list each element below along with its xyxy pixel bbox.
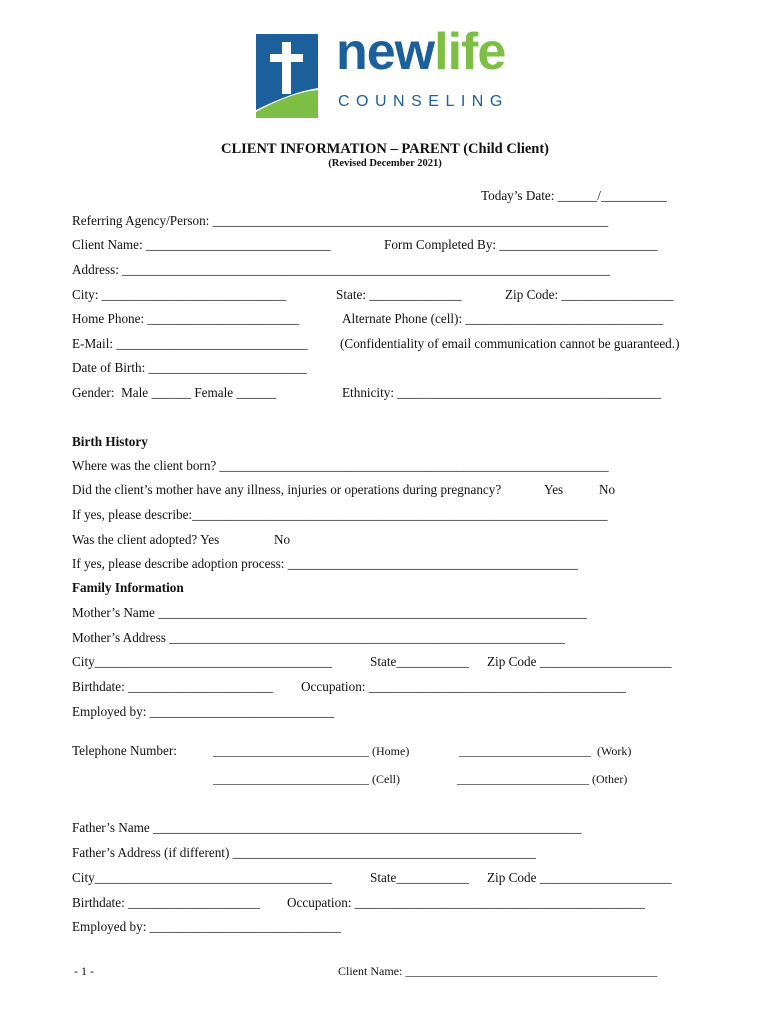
address-field[interactable]: Address: __________________________________________________________________________	[72, 262, 611, 277]
brand-subtitle: COUNSELING	[338, 93, 509, 110]
fathers-address-field[interactable]: Father’s Address (if different) ______________________________________________	[72, 845, 536, 860]
gender-field[interactable]: Gender: Male ______ Female ______	[72, 385, 276, 400]
mother-zip-field[interactable]: Zip Code ____________________	[487, 654, 672, 669]
fathers-name-field[interactable]: Father’s Name _________________________________________________________________	[72, 820, 582, 835]
father-city-field[interactable]: City____________________________________	[72, 870, 333, 885]
father-zip-field[interactable]: Zip Code ____________________	[487, 870, 672, 885]
zip-field[interactable]: Zip Code: _________________	[505, 287, 674, 302]
tel-other-field[interactable]: ______________________ (Other)	[457, 772, 628, 786]
cross-icon	[252, 30, 322, 122]
alternate-phone-field[interactable]: Alternate Phone (cell): ______________________________	[342, 311, 664, 326]
mother-state-field[interactable]: State___________	[370, 654, 469, 669]
footer-client-name-field[interactable]: Client Name: __________________________________________	[338, 964, 658, 978]
illness-describe-field[interactable]: If yes, please describe:_______________________________________________________________	[72, 507, 608, 522]
home-phone-field[interactable]: Home Phone: _______________________	[72, 311, 300, 326]
telephone-label: Telephone Number:	[72, 743, 177, 758]
illness-no-option[interactable]: No	[599, 482, 616, 497]
mothers-address-field[interactable]: Mother’s Address ____________________________________________________________	[72, 630, 565, 645]
adopted-no-option[interactable]: No	[274, 532, 291, 547]
tel-cell-field[interactable]: __________________________ (Cell)	[213, 772, 400, 786]
page-title: CLIENT INFORMATION – PARENT (Child Client)	[220, 141, 550, 157]
illness-yes-option[interactable]: Yes	[544, 482, 564, 497]
mother-birthdate-field[interactable]: Birthdate: ______________________	[72, 679, 274, 694]
form-completed-by-field[interactable]: Form Completed By: ________________________	[384, 237, 658, 252]
father-birthdate-field[interactable]: Birthdate: ____________________	[72, 895, 260, 910]
page-number: - 1 -	[74, 964, 94, 978]
mother-employer-field[interactable]: Employed by: ____________________________	[72, 704, 335, 719]
father-employer-field[interactable]: Employed by: _____________________________	[72, 919, 341, 934]
mothers-name-field[interactable]: Mother’s Name _________________________________________________________________	[72, 605, 587, 620]
adoption-process-field[interactable]: If yes, please describe adoption process: ____________________________________________	[72, 556, 578, 571]
email-field[interactable]: E-Mail: _____________________________	[72, 336, 308, 351]
mother-city-field[interactable]: City____________________________________	[72, 654, 333, 669]
adopted-yes-option[interactable]: Was the client adopted? Yes	[72, 532, 220, 547]
birthplace-field[interactable]: Where was the client born? ___________________________________________________________	[72, 458, 609, 473]
revised-note: (Revised December 2021)	[328, 158, 442, 169]
family-info-heading: Family Information	[72, 580, 184, 595]
email-note: (Confidentiality of email communication cannot be guaranteed.)	[340, 336, 680, 351]
birth-history-heading: Birth History	[72, 434, 148, 449]
tel-work-field[interactable]: ______________________ (Work)	[459, 744, 632, 758]
father-occupation-field[interactable]: Occupation: ____________________________________________	[287, 895, 645, 910]
referring-agency-field[interactable]: Referring Agency/Person: ____________________________________________________________	[72, 213, 609, 228]
ethnicity-field[interactable]: Ethnicity: ________________________________________	[342, 385, 662, 400]
tel-home-field[interactable]: __________________________ (Home)	[213, 744, 410, 758]
client-name-field[interactable]: Client Name: ____________________________	[72, 237, 331, 252]
father-state-field[interactable]: State___________	[370, 870, 469, 885]
newlife-logo	[252, 23, 522, 122]
state-field[interactable]: State: ______________	[336, 287, 462, 302]
brand-name: newlife	[336, 23, 506, 81]
dob-field[interactable]: Date of Birth: ________________________	[72, 360, 307, 375]
todays-date-field[interactable]: Today’s Date: ______/__________	[481, 188, 667, 203]
pregnancy-illness-question: Did the client’s mother have any illness, injuries or operations during pregnancy?	[72, 482, 502, 497]
city-field[interactable]: City: ____________________________	[72, 287, 287, 302]
mother-occupation-field[interactable]: Occupation: _______________________________________	[301, 679, 626, 694]
